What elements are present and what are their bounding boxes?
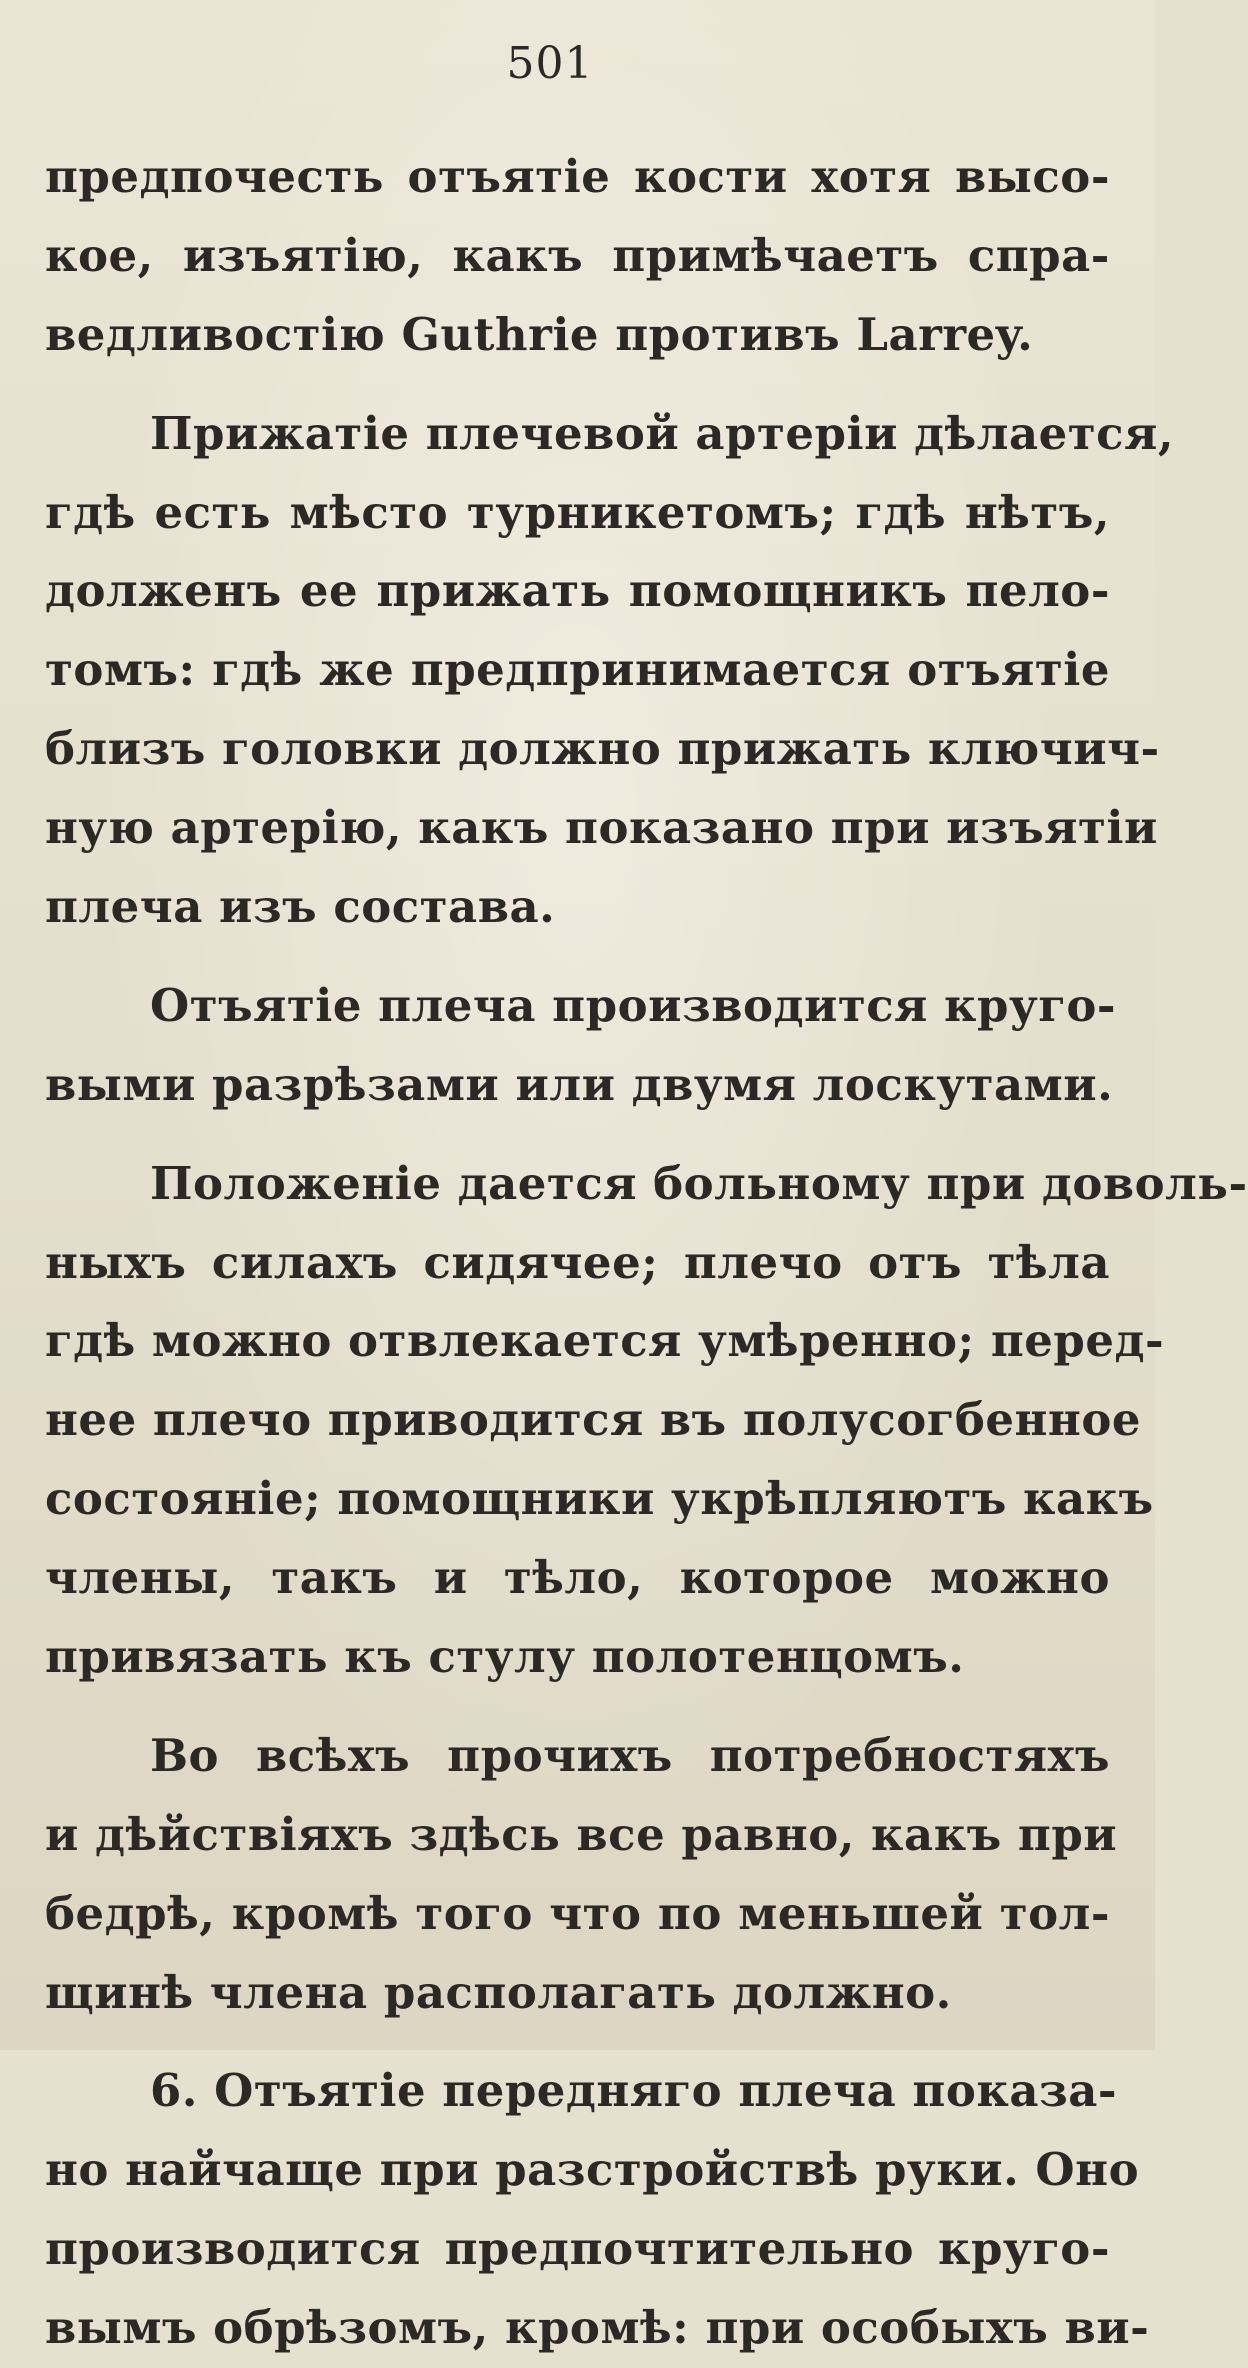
text-line: производится предпочтительно круго- bbox=[45, 2222, 1110, 2276]
text-line: предпочесть отъятіе кости хотя высо- bbox=[45, 150, 1110, 203]
text-line: выми разрѣзами или двумя лоскутами. bbox=[45, 1057, 1114, 1111]
text-line: 6. Отъятіе передняго плеча показа- bbox=[150, 2064, 1118, 2118]
text-line: ныхъ силахъ сидячее; плечо отъ тѣла bbox=[45, 1235, 1110, 1289]
text-line: Отъятіе плеча производится круго- bbox=[150, 978, 1117, 1032]
text-line: плеча изъ состава. bbox=[45, 880, 556, 934]
text-line: томъ: гдѣ же предпринимается отъятіе bbox=[45, 643, 1110, 697]
body-text bbox=[45, 138, 1248, 2368]
paragraph bbox=[45, 138, 1110, 375]
text-line: гдѣ есть мѣсто турникетомъ; гдѣ нѣтъ, bbox=[45, 485, 1110, 539]
text-line: состояніе; помощники укрѣпляютъ какъ bbox=[45, 1472, 1154, 1526]
page-number: 501 bbox=[506, 38, 594, 89]
text-line: кое, изъятію, какъ примѣчаетъ спра- bbox=[45, 228, 1110, 282]
text-line: бедрѣ, кромѣ того что по меньшей тол- bbox=[45, 1886, 1110, 1940]
text-line: Прижатіе плечевой артеріи дѣлается, bbox=[150, 406, 1174, 460]
paragraph bbox=[45, 1717, 1118, 2033]
paragraph-gap bbox=[45, 1697, 1110, 1717]
paragraph bbox=[45, 2052, 1150, 2368]
text-line: привязать къ стулу полотенцомъ. bbox=[45, 1630, 965, 1684]
text-line: ведливостію Guthrie противъ Larrey. bbox=[45, 307, 1034, 361]
text-line: долженъ ее прижать помощникъ пело- bbox=[45, 564, 1110, 618]
text-line: и дѣйствіяхъ здѣсь все равно, какъ при bbox=[45, 1807, 1118, 1861]
paragraph bbox=[45, 395, 1174, 947]
text-line: Положеніе дается больному при доволь- bbox=[150, 1156, 1248, 1210]
paragraph-gap bbox=[45, 2032, 1110, 2052]
text-line: члены, такъ и тѣло, которое можно bbox=[45, 1551, 1110, 1605]
text-line: Во всѣхъ прочихъ потребностяхъ bbox=[150, 1728, 1110, 1782]
paragraph-gap bbox=[45, 947, 1110, 967]
paragraph bbox=[45, 1145, 1248, 1697]
text-line: нее плечо приводится въ полусогбенное bbox=[45, 1393, 1141, 1447]
paragraph-gap bbox=[45, 1125, 1110, 1145]
text-line: ную артерію, какъ показано при изъятіи bbox=[45, 801, 1158, 855]
text-line: но найчаще при разстройствѣ руки. Оно bbox=[45, 2143, 1140, 2197]
text-line: гдѣ можно отвлекается умѣренно; перед- bbox=[45, 1314, 1165, 1368]
paragraph-gap bbox=[45, 375, 1110, 395]
text-line: близъ головки должно прижать ключич- bbox=[45, 722, 1160, 776]
text-line: щинѣ члена располагать должно. bbox=[45, 1965, 952, 2019]
text-line: вымъ обрѣзомъ, кромѣ: при особыхъ ви- bbox=[45, 2301, 1150, 2355]
paragraph bbox=[45, 967, 1117, 1125]
